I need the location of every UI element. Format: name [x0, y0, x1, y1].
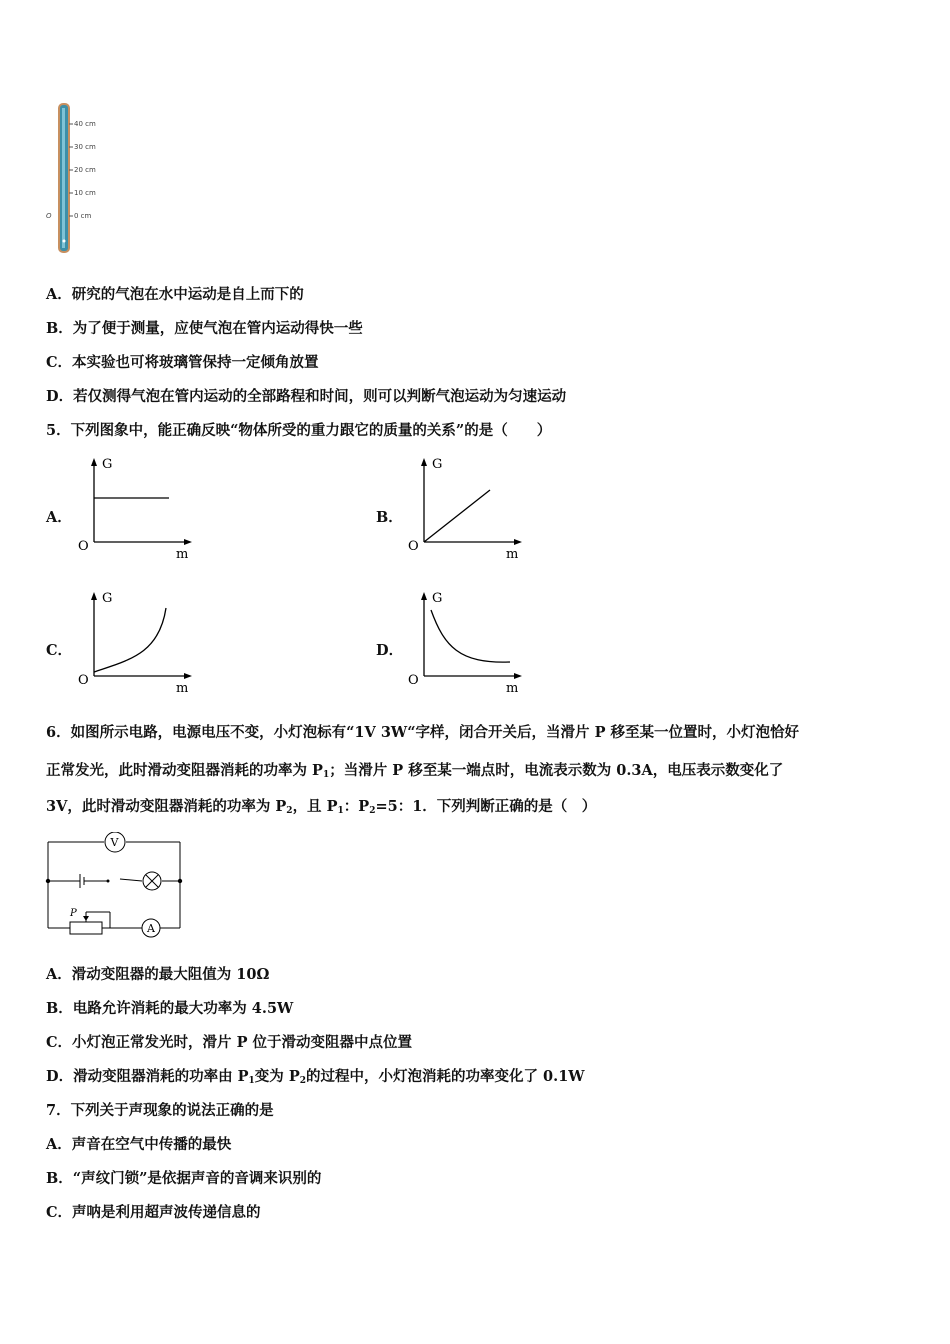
q6-circuit-diagram: [40, 832, 190, 942]
q7-stem: 7．下列关于声现象的说法正确的是: [46, 1102, 274, 1119]
origin-label: O: [408, 539, 419, 554]
origin-label: O: [78, 539, 89, 554]
q5-graph-b: [404, 452, 534, 562]
q5-graph-a-label: A．: [46, 509, 72, 526]
q6-stem-line2: 正常发光，此时滑动变阻器消耗的功率为 $P_1$；当滑片 P 移至某一端点时，电流表示数为 0.3A，电压表示数变化了: [46, 762, 784, 780]
q4-option-a: A．研究的气泡在水中运动是自上而下的: [46, 286, 304, 303]
y-axis-label: G: [102, 591, 113, 606]
q4-option-c: C．本实验也可将玻璃管保持一定倾角放置: [46, 354, 319, 371]
q7-option-a: A．声音在空气中传播的最快: [46, 1136, 232, 1153]
x-axis-label: m: [506, 547, 519, 562]
y-axis-label: G: [432, 457, 443, 472]
q6-option-b: B．电路允许消耗的最大功率为 4.5W: [46, 1000, 294, 1017]
q6-option-d: D．滑动变阻器消耗的功率由 $P_1$变为 $P_2$的过程中，小灯泡消耗的功率变化了 0.1W: [46, 1068, 585, 1086]
slider-label: P: [70, 908, 77, 919]
q5-graph-d-label: D．: [376, 642, 404, 659]
q5-graph-b-label: B．: [376, 509, 403, 526]
tick-label: 30 cm: [74, 143, 96, 151]
tick-label: 20 cm: [74, 166, 96, 174]
origin-label: O: [78, 673, 89, 688]
ammeter-label: A: [147, 922, 155, 935]
q5-graph-c: [74, 586, 204, 696]
q5-graph-c-label: C．: [46, 642, 73, 659]
y-axis-label: G: [102, 457, 113, 472]
tick-label: 40 cm: [74, 120, 96, 128]
glass-tube-figure: [44, 98, 124, 258]
q7-option-b: B．“声纹门锁”是依据声音的音调来识别的: [46, 1170, 322, 1187]
q6-option-c: C．小灯泡正常发光时，滑片 P 位于滑动变阻器中点位置: [46, 1034, 413, 1051]
q6-option-a: A．滑动变阻器的最大阻值为 10Ω: [46, 966, 270, 983]
origin-label: O: [46, 212, 52, 220]
q5-stem: 5．下列图象中，能正确反映“物体所受的重力跟它的质量的关系”的是（ ）: [46, 422, 552, 439]
tick-label: 0 cm: [74, 212, 92, 220]
origin-label: O: [408, 673, 419, 688]
q7-option-c: C．声呐是利用超声波传递信息的: [46, 1204, 261, 1221]
q6-stem-line1: 6．如图所示电路，电源电压不变，小灯泡标有“1V 3W“字样，闭合开关后，当滑片 P 移至某一位置时，小灯泡恰好: [46, 724, 800, 741]
x-axis-label: m: [176, 547, 189, 562]
x-axis-label: m: [176, 681, 189, 696]
tick-label: 10 cm: [74, 189, 96, 197]
q5-graph-d: [404, 586, 534, 696]
q4-option-d: D．若仅测得气泡在管内运动的全部路程和时间，则可以判断气泡运动为匀速运动: [46, 388, 567, 405]
voltmeter-label: V: [110, 836, 119, 849]
q6-stem-line3: 3V，此时滑动变阻器消耗的功率为 $P_2$，且 $P_1$：$P_2=5$：1．下列判断正确的是（ ）: [46, 798, 597, 816]
q4-option-b: B．为了便于测量，应使气泡在管内运动得快一些: [46, 320, 363, 337]
q5-graph-a: [74, 452, 204, 562]
x-axis-label: m: [506, 681, 519, 696]
y-axis-label: G: [432, 591, 443, 606]
